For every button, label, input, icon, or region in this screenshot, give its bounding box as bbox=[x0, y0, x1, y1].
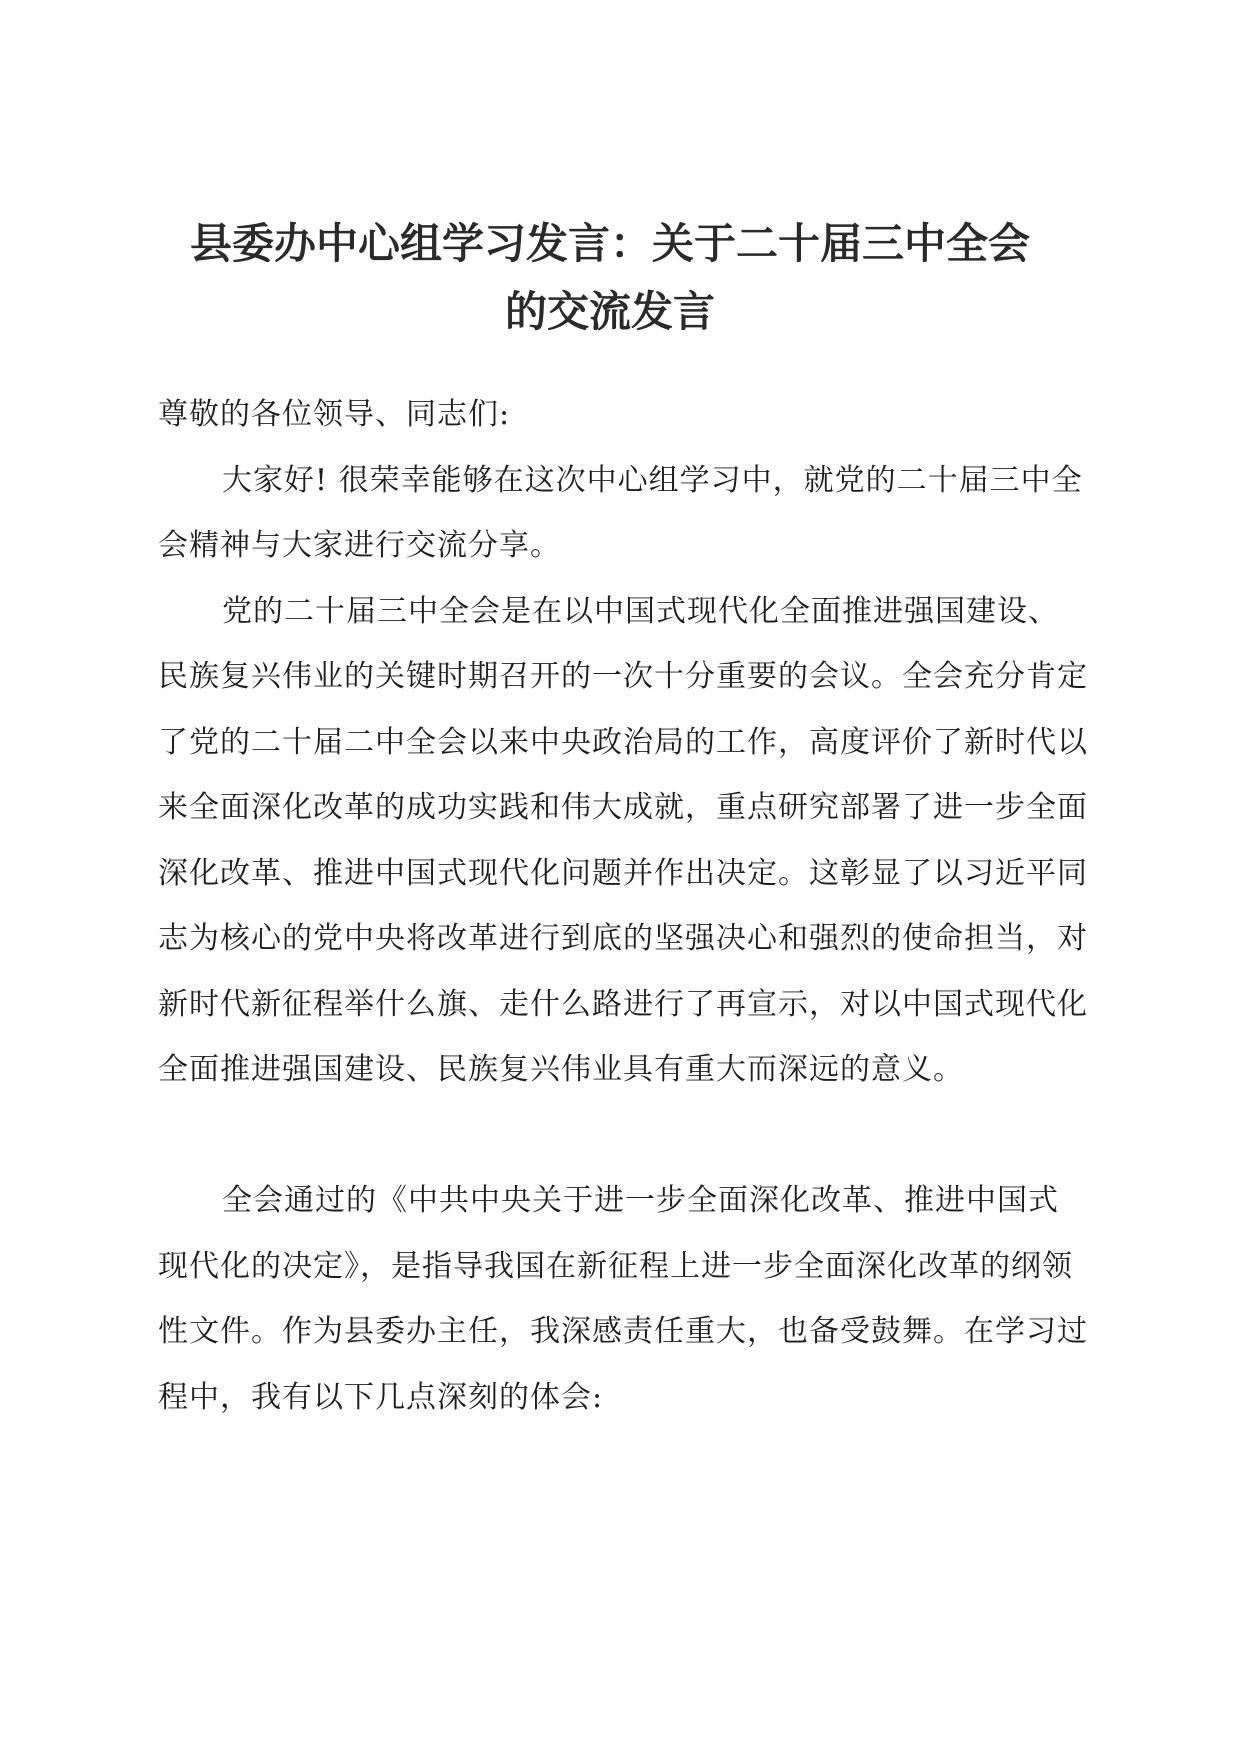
paragraph-gap bbox=[158, 1103, 1088, 1169]
paragraph-plenum-significance: 党的二十届三中全会是在以中国式现代化全面推进强国建设、民族复兴伟业的关键时期召开的一次十分重要的会议。全会充分肯定了党的二十届二中全会以来中央政治局的工作，高度评价了新时代以来全面深化改革的成功实践和伟大成就，重点研究部署了进一步全面深化改革、推进中国式现代化问题并作出决定。这彰显了以习近平同志为核心的党中央将改革进行到底的坚强决心和强烈的使命担当，对新时代新征程举什么旗、走什么路进行了再宣示，对以中国式现代化全面推进强国建设、民族复兴伟业具有重大而深远的意义。 bbox=[158, 593, 1088, 1087]
title-line-1: 县委办中心组学习发言：关于二十届三中全会 bbox=[189, 219, 1030, 268]
document-body bbox=[158, 382, 1088, 1430]
paragraph-greeting: 大家好! 很荣幸能够在这次中心组学习中，就党的二十届三中全会精神与大家进行交流分享。 bbox=[158, 462, 1083, 563]
salutation: 尊敬的各位领导、同志们: bbox=[158, 397, 511, 432]
document-title bbox=[150, 210, 1070, 346]
title-line-2: 的交流发言 bbox=[504, 287, 715, 336]
paragraph-decision-reflection: 全会通过的《中共中央关于进一步全面深化改革、推进中国式现代化的决定》，是指导我国在新征程上进一步全面深化改革的纲领性文件。作为县委办主任，我深感责任重大，也备受鼓舞。在学习过程中，我有以下几点深刻的体会: bbox=[158, 1183, 1088, 1415]
